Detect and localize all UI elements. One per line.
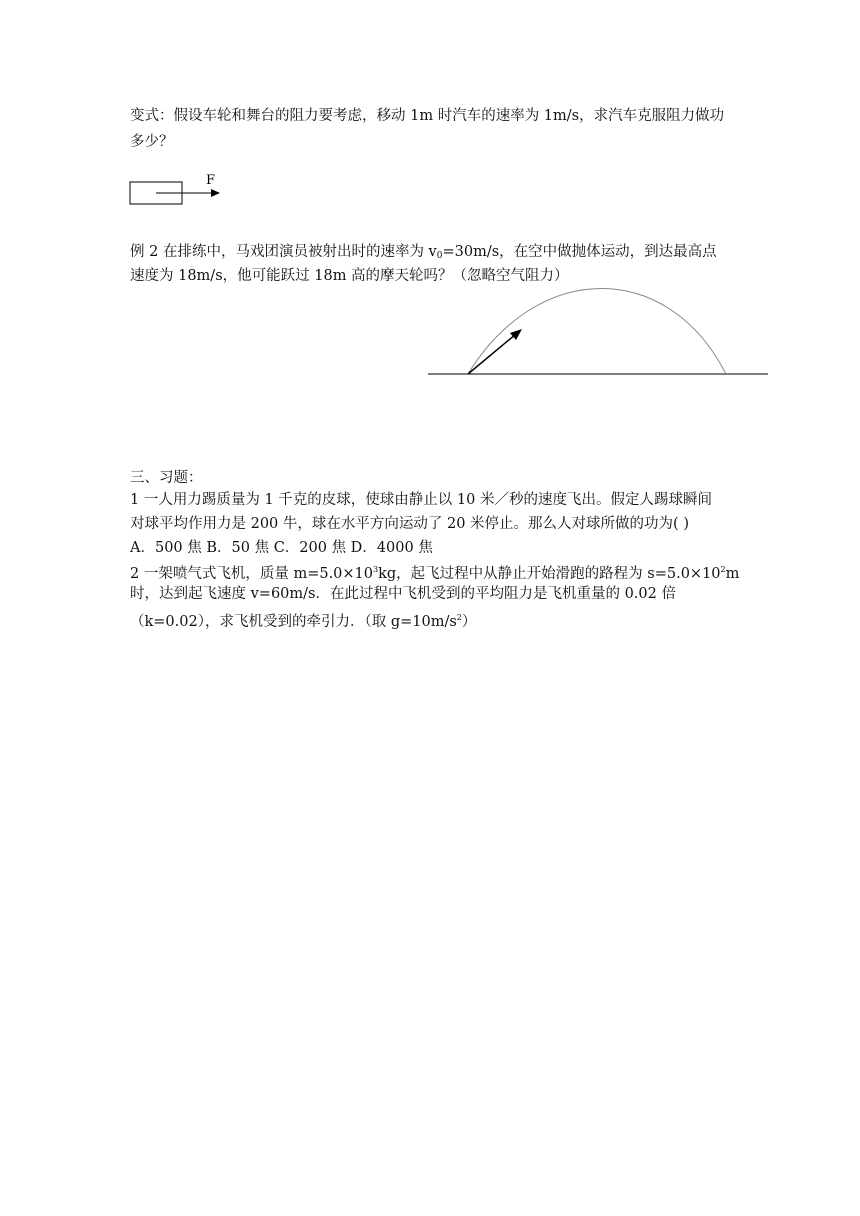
example2-text-a: 例 2 在排练中，马戏团演员被射出时的速率为 v xyxy=(130,244,437,260)
variant-line-2: 多少？ xyxy=(130,134,174,150)
question1-options: A．500 焦 B．50 焦 C．200 焦 D．4000 焦 xyxy=(130,540,433,556)
q2-text-d: （k=0.02），求飞机受到的牵引力．（取 g=10m/s xyxy=(130,614,457,630)
example2-text-b: =30m/s，在空中做抛体运动，到达最高点 xyxy=(442,244,717,260)
example2-subscript: 0 xyxy=(436,251,443,261)
example2-line-1 xyxy=(130,242,717,266)
q2-sup-3: 2 xyxy=(456,613,462,622)
exercises-heading: 三、习题： xyxy=(130,470,203,486)
velocity-arrow-line xyxy=(468,334,516,374)
force-label: F xyxy=(206,173,216,188)
question1-line-1: 1 一人用力踢质量为 1 千克的皮球，使球由静止以 10 米／秒的速度飞出。假定人踢球瞬间 xyxy=(130,492,712,508)
q2-text-b: kg，起飞过程中从静止开始滑跑的路程为 s=5.0×10 xyxy=(378,566,721,582)
question2-line-1 xyxy=(130,560,739,584)
q2-sup-1: 3 xyxy=(373,565,379,574)
projectile-figure xyxy=(428,290,770,380)
block-force-figure xyxy=(128,170,228,210)
force-arrow-head xyxy=(211,189,220,197)
variant-line-1: 变式：假设车轮和舞台的阻力要考虑，移动 1m 时汽车的速率为 1m/s，求汽车克服阻力做功 xyxy=(130,108,725,124)
q2-text-a: 2 一架喷气式飞机，质量 m=5.0×10 xyxy=(130,566,374,582)
q2-text-e: ） xyxy=(461,614,477,630)
q2-sup-2: 2 xyxy=(720,565,726,574)
example2-line-2: 速度为 18m/s，他可能跃过 18m 高的摩天轮吗？（忽略空气阻力） xyxy=(130,268,569,284)
q2-text-c: m xyxy=(725,566,740,582)
question2-line-3 xyxy=(130,608,476,632)
question1-line-2: 对球平均作用力是 200 牛，球在水平方向运动了 20 米停止。那么人对球所做的功为( ) xyxy=(130,516,689,532)
trajectory-curve xyxy=(468,289,726,375)
question2-line-2: 时，达到起飞速度 v=60m/s．在此过程中飞机受到的平均阻力是飞机重量的 0.02 倍 xyxy=(130,586,676,602)
